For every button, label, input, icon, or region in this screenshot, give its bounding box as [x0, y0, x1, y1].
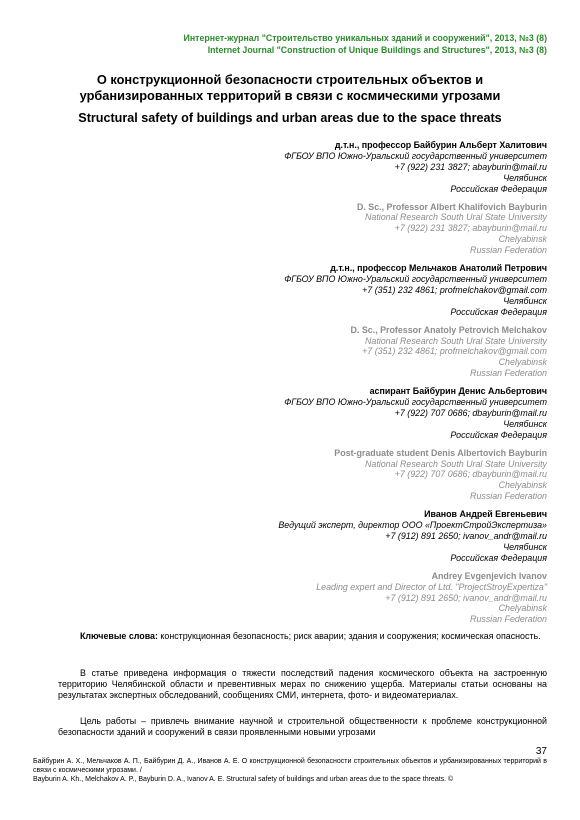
author-name: D. Sc., Professor Anatoly Petrovich Melchakov [350, 324, 547, 335]
author-affiliation: National Research South Ural State University [364, 458, 547, 469]
author-contact: +7 (351) 232 4861; profmelchakov@gmail.com [362, 346, 547, 357]
author-country: Российская Федерация [450, 552, 547, 563]
author-country: Российская Федерация [450, 306, 547, 317]
author-name: д.т.н., профессор Мельчаков Анатолий Петрович [330, 263, 547, 274]
author-affiliation: ФГБОУ ВПО Южно-Уральский государственный университет [284, 273, 547, 284]
author-name: Иванов Андрей Евгеньевич [424, 509, 547, 520]
author-contact: +7 (912) 891 2650; ivanov_andr@mail.ru [385, 531, 547, 541]
body-paragraph: В статье приведена информация о тяжести последствий падения космического объекта на застроенную территорию Челябинской области и превентивных мерах по снижению ущерба. Материалы статьи основаны на результатах экспертных обследований, сообщениях СМИ, интернета, фото- и видеоматериалах. [58, 668, 547, 701]
author-name: д.т.н., профессор Байбурин Альберт Халитович [334, 140, 547, 150]
author-country: Российская Федерация [450, 429, 547, 440]
author-country: Russian Federation [470, 491, 547, 502]
author-city: Chelyabinsk [498, 357, 547, 368]
article-title-ru: О конструкционной безопасности строительных объектов и урбанизированных территорий в связи с космическими угрозами [79, 72, 501, 103]
author-name: Post-graduate student Denis Albertovich Bayburin [334, 447, 547, 458]
author-affiliation: ФГБОУ ВПО Южно-Уральский государственный университет [284, 397, 547, 408]
page-number: 37 [535, 746, 547, 757]
citation-line-ru: Байбурин А. Х., Мельчаков А. П., Байбурин Д. А., Иванов А. Е. О конструкционной безопасности строительных объектов и урбанизированных территорий в связи с космическими угрозами. / [33, 758, 547, 774]
journal-header [184, 33, 547, 56]
author-block-en [187, 202, 547, 257]
author-country: Russian Federation [470, 368, 547, 379]
author-city: Chelyabinsk [498, 234, 547, 245]
author-contact: +7 (351) 232 4861; profmelchakov@gmail.com [362, 284, 547, 295]
author-contact: +7 (922) 707 0686; dbayburin@mail.ru [394, 407, 547, 418]
journal-line-en: Internet Journal "Construction of Unique Buildings and Structures", 2013, №3 (8) [207, 44, 547, 55]
author-city: Chelyabinsk [498, 480, 547, 491]
author-country: Russian Federation [470, 614, 547, 625]
author-contact: +7 (922) 231 3827; abayburin@mail.ru [394, 223, 547, 234]
author-contact: +7 (922) 707 0686; dbayburin@mail.ru [394, 469, 547, 480]
citation-footer [33, 758, 547, 784]
author-block-en [187, 571, 547, 626]
author-block-ru [187, 140, 547, 195]
author-city: Челябинск [503, 295, 547, 306]
keywords-label: Ключевые слова: [80, 631, 158, 641]
author-city: Челябинск [503, 418, 547, 429]
author-block-en [187, 325, 547, 380]
author-affiliation: Ведущий эксперт, директор ООО «ПроектСтройЭкспертиза» [278, 520, 547, 531]
author-block-ru [187, 509, 547, 564]
keywords [58, 631, 547, 642]
author-block-ru [187, 263, 547, 318]
author-city: Челябинск [503, 172, 547, 183]
author-affiliation: National Research South Ural State University [364, 335, 547, 346]
body-paragraph: Цель работы – привлечь внимание научной и строительной общественности к проблеме конструкционной безопасности зданий и сооружений в связи проявленными новыми угрозами [58, 716, 547, 738]
author-block-en [187, 448, 547, 503]
citation-line-en: Bayburin A. Kh., Melchakov A. P., Bayburin D. A., Ivanov A. E. Structural safety of buildings and urban areas due to the space threats. © [33, 775, 454, 783]
author-country: Russian Federation [470, 245, 547, 256]
author-name: D. Sc., Professor Albert Khalifovich Bayburin [356, 201, 547, 212]
author-city: Chelyabinsk [498, 603, 547, 614]
article-title-en: Structural safety of buildings and urban areas due to the space threats [78, 111, 502, 125]
journal-line-ru: Интернет-журнал "Строительство уникальных зданий и сооружений", 2013, №3 (8) [183, 33, 547, 43]
author-name: Andrey Evgenjevich Ivanov [431, 570, 547, 581]
author-affiliation: National Research South Ural State University [364, 212, 547, 223]
author-contact: +7 (912) 891 2650; ivanov_andr@mail.ru [385, 592, 547, 603]
author-affiliation: Leading expert and Director of Ltd. "ProjectStroyExpertiza" [316, 581, 547, 592]
author-list [187, 140, 547, 632]
author-block-ru [187, 386, 547, 441]
author-city: Челябинск [503, 541, 547, 552]
author-name: аспирант Байбурин Денис Альбертович [369, 386, 547, 397]
author-affiliation: ФГБОУ ВПО Южно-Уральский государственный университет [284, 150, 547, 161]
author-country: Российская Федерация [450, 183, 547, 194]
author-contact: +7 (922) 231 3827; abayburin@mail.ru [394, 161, 547, 172]
keywords-text: конструкционная безопасность; риск аварии; здания и сооружения; космическая опасность. [157, 631, 541, 641]
